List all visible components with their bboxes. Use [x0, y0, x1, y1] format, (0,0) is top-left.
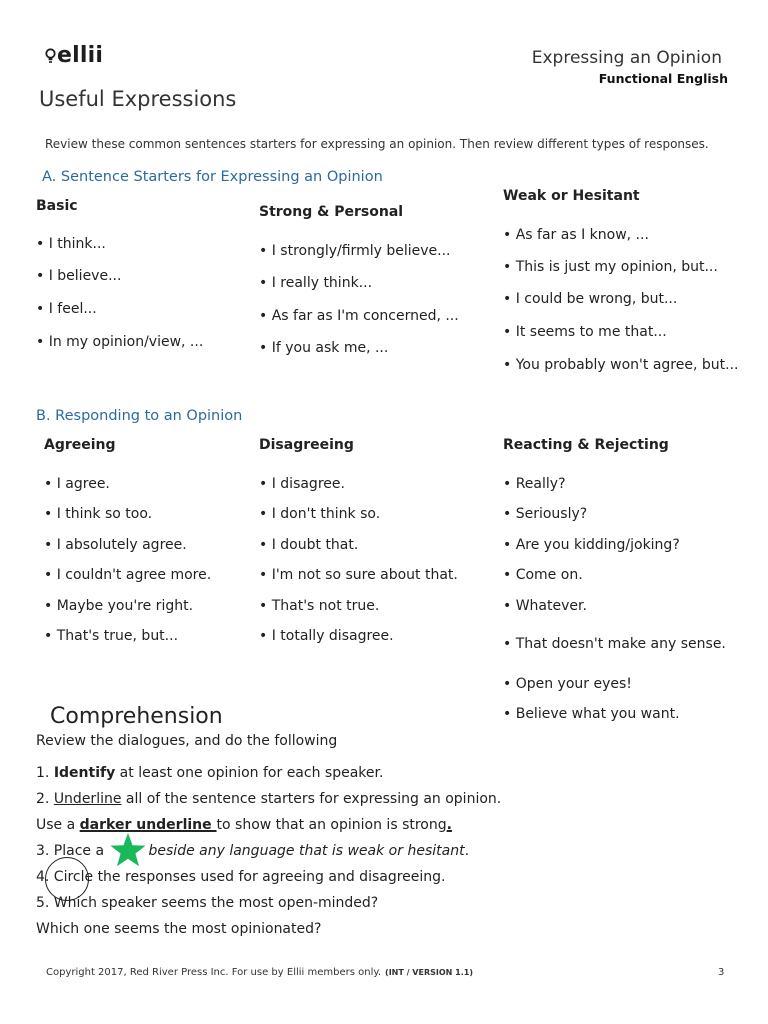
page-number: 3: [718, 967, 725, 978]
list-item: • I agree.: [44, 476, 110, 492]
list-item: • That doesn't make any sense.: [503, 636, 726, 652]
logo-text: ellii: [57, 43, 104, 68]
list-item: • I strongly/firmly believe...: [259, 243, 451, 259]
list-item: • In my opinion/view, ...: [36, 334, 204, 350]
list-item: • I feel...: [36, 301, 97, 317]
page-title: Useful Expressions: [39, 87, 237, 111]
list-item: • Seriously?: [503, 506, 588, 522]
agreeing-heading: Agreeing: [44, 437, 116, 453]
list-item: • I really think...: [259, 275, 373, 291]
instruction-4: 4. Circle the responses used for agreeing and disagreeing.: [36, 869, 446, 885]
logo: [45, 43, 103, 68]
section-a-heading: A. Sentence Starters for Expressing an Opinion: [42, 169, 383, 185]
list-item: • As far as I'm concerned, ...: [259, 308, 459, 324]
instruction-3: 3. Place a beside any language that is weak or hesitant.: [36, 843, 470, 859]
reacting-heading: Reacting & Rejecting: [503, 437, 669, 453]
list-item: • I doubt that.: [259, 537, 359, 553]
list-item: • Open your eyes!: [503, 676, 632, 692]
comprehension-title: Comprehension: [50, 704, 223, 729]
list-item: • That's true, but...: [44, 628, 179, 644]
list-item: • Come on.: [503, 567, 583, 583]
list-item: • Really?: [503, 476, 566, 492]
list-item: • I think so too.: [44, 506, 153, 522]
document-subtitle: Functional English: [598, 71, 728, 86]
document-title: Expressing an Opinion: [531, 48, 722, 68]
list-item: • If you ask me, ...: [259, 340, 389, 356]
list-item: • I don't think so.: [259, 506, 381, 522]
instruction-5b: Which one seems the most opinionated?: [36, 921, 322, 937]
intro-text: Review these common sentences starters for expressing an opinion. Then review different types of responses.: [45, 137, 709, 151]
list-item: • I believe...: [36, 268, 122, 284]
comprehension-intro: Review the dialogues, and do the following: [36, 733, 338, 749]
list-item: • This is just my opinion, but...: [503, 259, 718, 275]
list-item: • I absolutely agree.: [44, 537, 187, 553]
instruction-2b: Use a darker underline to show that an opinion is strong.: [36, 817, 452, 833]
list-item: • Are you kidding/joking?: [503, 537, 680, 553]
list-item: • I could be wrong, but...: [503, 291, 678, 307]
star-icon: [109, 832, 147, 868]
list-item: • It seems to me that...: [503, 324, 667, 340]
list-item: • Whatever.: [503, 598, 587, 614]
list-item: • Believe what you want.: [503, 706, 680, 722]
list-item: • I totally disagree.: [259, 628, 394, 644]
instruction-2: 2. Underline all of the sentence starters for expressing an opinion.: [36, 791, 502, 807]
list-item: • You probably won't agree, but...: [503, 357, 739, 373]
instruction-5: 5. Which speaker seems the most open-minded?: [36, 895, 379, 911]
list-item: • I'm not so sure about that.: [259, 567, 458, 583]
strong-heading: Strong & Personal: [259, 204, 404, 220]
lightbulb-icon: [45, 48, 56, 65]
disagreeing-heading: Disagreeing: [259, 437, 354, 453]
section-b-heading: B. Responding to an Opinion: [36, 408, 243, 424]
list-item: • As far as I know, ...: [503, 227, 649, 243]
basic-heading: Basic: [36, 198, 78, 214]
instruction-1: 1. Identify at least one opinion for each speaker.: [36, 765, 384, 781]
list-item: • I disagree.: [259, 476, 345, 492]
copyright-footer: Copyright 2017, Red River Press Inc. For use by Ellii members only. (INT / VERSION 1.1): [46, 967, 473, 978]
list-item: • That's not true.: [259, 598, 380, 614]
list-item: • I couldn't agree more.: [44, 567, 212, 583]
list-item: • I think...: [36, 236, 106, 252]
weak-heading: Weak or Hesitant: [503, 188, 640, 204]
list-item: • Maybe you're right.: [44, 598, 194, 614]
